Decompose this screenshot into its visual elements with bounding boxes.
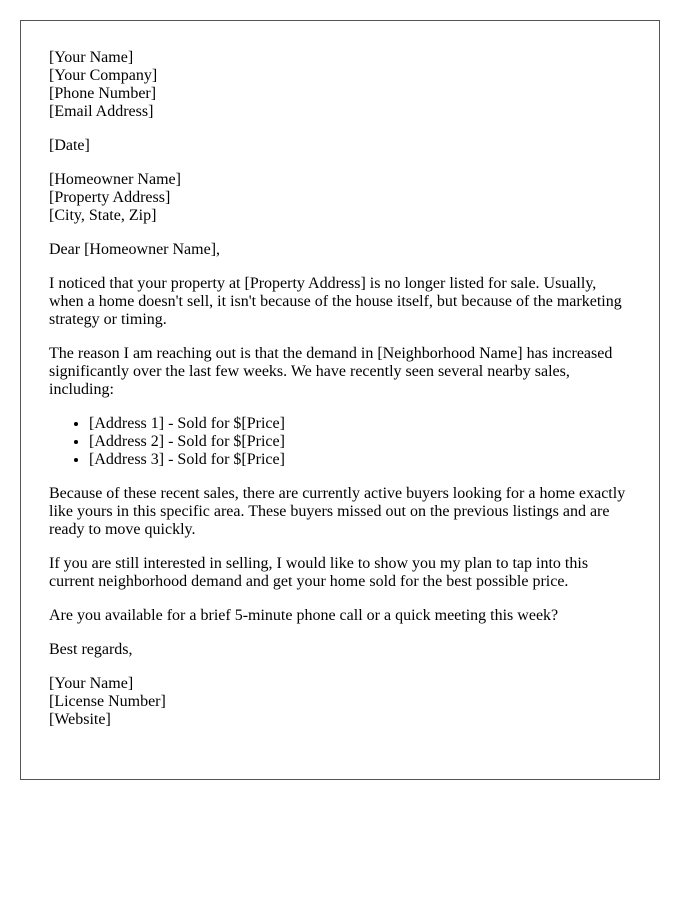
sender-name: [Your Name]: [49, 49, 134, 66]
recipient-city-state-zip: [City, State, Zip]: [49, 207, 157, 224]
signature-name: [Your Name]: [49, 675, 134, 692]
salutation-block: [49, 241, 631, 259]
recent-sales-list: [49, 415, 631, 469]
recipient-block: [49, 171, 631, 225]
paragraph-call-to-action: Are you available for a brief 5-minute phone call or a quick meeting this week?: [49, 607, 559, 624]
sender-phone: [Phone Number]: [49, 85, 157, 102]
recipient-name: [Homeowner Name]: [49, 171, 181, 188]
paragraph-buyers: Because of these recent sales, there are currently active buyers looking for a home exactly like yours in this specific area. These buyers missed out on the previous listings and are ready to move quickly.: [49, 485, 626, 538]
signature-block: [49, 675, 631, 729]
sender-email: [Email Address]: [49, 103, 154, 120]
sender-company: [Your Company]: [49, 67, 158, 84]
signature-website: [Website]: [49, 711, 111, 728]
sale-item: • [Address 1] - Sold for $[Price]: [89, 415, 631, 433]
letter-date: [Date]: [49, 137, 90, 154]
paragraph-plan: If you are still interested in selling, I would like to show you my plan to tap into this current neighborhood demand and get your home sold for the best possible price.: [49, 555, 589, 590]
paragraph-demand: The reason I am reaching out is that the demand in [Neighborhood Name] has increased significantly over the last few weeks. We have recently seen several nearby sales, including:: [49, 345, 613, 398]
salutation: Dear [Homeowner Name],: [49, 241, 221, 258]
recipient-address: [Property Address]: [49, 189, 171, 206]
closing-block: [49, 641, 631, 659]
sale-item: • [Address 2] - Sold for $[Price]: [89, 433, 631, 451]
closing: Best regards,: [49, 641, 133, 658]
date-block: [49, 137, 631, 155]
sale-item: • [Address 3] - Sold for $[Price]: [89, 451, 631, 469]
letter-page: [20, 20, 660, 780]
signature-license: [License Number]: [49, 693, 166, 710]
paragraph-intro: I noticed that your property at [Property Address] is no longer listed for sale. Usually, when a home doesn't sell, it isn't because of the house itself, but because of the marketing strategy or timing.: [49, 275, 622, 328]
sender-block: [49, 49, 631, 121]
